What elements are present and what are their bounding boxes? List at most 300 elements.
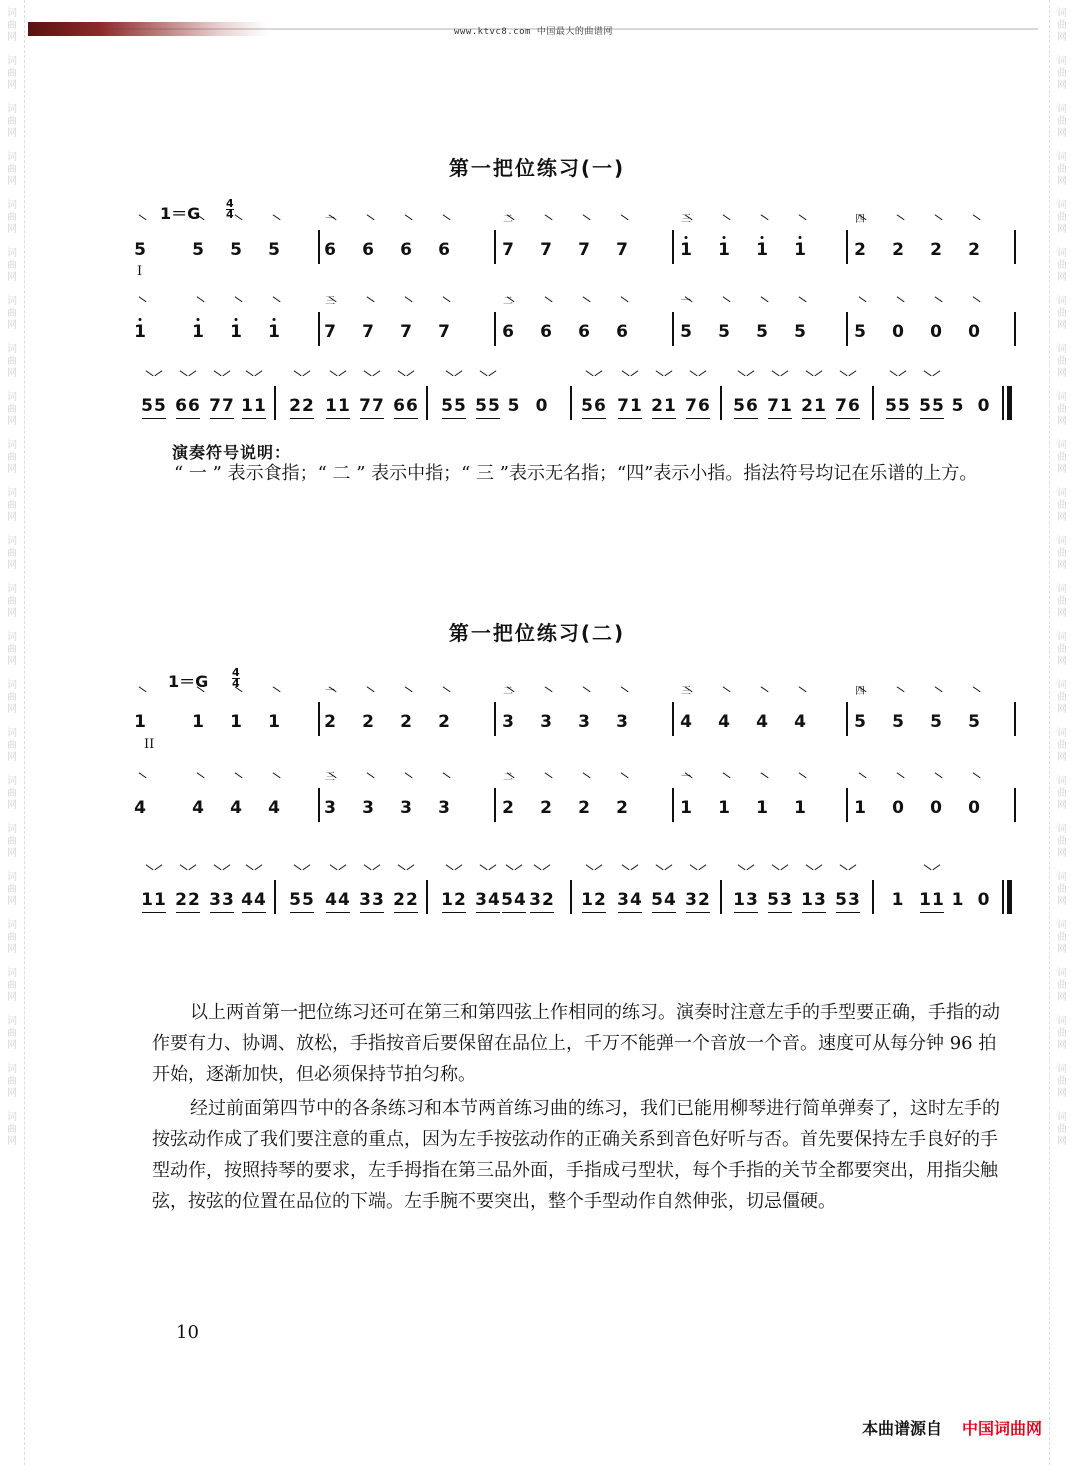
- watermark-text: 词 曲 网: [1057, 488, 1067, 523]
- bowing-mark: [684, 370, 697, 383]
- score-note-group: 66: [393, 396, 419, 416]
- bar-line: [1014, 230, 1016, 264]
- score-row: [134, 684, 1014, 744]
- bowing-mark: [814, 864, 827, 877]
- footer-site-name: 中国词曲网: [961, 1419, 1042, 1438]
- bowing-mark: [372, 864, 385, 877]
- score-row: [134, 368, 1014, 428]
- bowing-mark: [717, 772, 730, 785]
- score-note: 2: [502, 798, 514, 818]
- finger-mark: 三: [325, 296, 335, 307]
- bowing-mark: [848, 864, 861, 877]
- score-note: 5: [892, 712, 904, 732]
- bowing-mark: [358, 370, 371, 383]
- score-note-group: 56: [733, 396, 759, 416]
- bowing-mark: [698, 370, 711, 383]
- bowing-mark: [793, 214, 806, 227]
- score-note-group: 55: [289, 890, 315, 910]
- score-note: 1: [718, 798, 730, 818]
- beam-line: [768, 418, 792, 420]
- bowing-mark: [358, 864, 371, 877]
- watermark-text: 词 曲 网: [1057, 776, 1067, 811]
- final-bar-thick: [1007, 880, 1012, 914]
- score-note-group: 44: [241, 890, 267, 910]
- score-note: 5: [854, 322, 866, 342]
- beam-line: [476, 912, 500, 914]
- score-note-group: 56: [581, 396, 607, 416]
- bowing-mark: [399, 296, 412, 309]
- score-note: 2: [438, 712, 450, 732]
- watermark-text: 词 曲 网: [7, 584, 17, 619]
- finger-mark: 二: [503, 772, 513, 783]
- watermark-text: 词 曲 网: [7, 296, 17, 331]
- score-note: 4: [230, 798, 242, 818]
- bowing-mark: [191, 296, 204, 309]
- bowing-mark: [664, 370, 677, 383]
- bowing-mark: [746, 370, 759, 383]
- bowing-mark: [932, 864, 945, 877]
- bowing-mark: [254, 370, 267, 383]
- score-note: 1: [794, 240, 806, 260]
- score-note-group: 12: [581, 890, 607, 910]
- score-note: 4: [680, 712, 692, 732]
- bowing-mark: [732, 370, 745, 383]
- bowing-mark: [967, 214, 980, 227]
- bowing-mark: [454, 864, 467, 877]
- final-bar-thin: [1002, 386, 1004, 420]
- bar-line: [494, 312, 496, 346]
- bowing-mark: [188, 370, 201, 383]
- watermark-text: 词 曲 网: [7, 56, 17, 91]
- bowing-mark: [133, 214, 146, 227]
- bowing-mark: [630, 864, 643, 877]
- score-note-group: 1: [951, 890, 965, 910]
- score-note-group: 53: [835, 890, 861, 910]
- bar-line: [426, 386, 428, 420]
- score-note-group: 0: [977, 890, 991, 910]
- bowing-mark: [616, 864, 629, 877]
- bowing-mark: [967, 686, 980, 699]
- bar-line: [672, 312, 674, 346]
- bowing-mark: [616, 370, 629, 383]
- bowing-mark: [229, 296, 242, 309]
- bowing-mark: [755, 214, 768, 227]
- octave-dot: [685, 236, 688, 239]
- score-note: 4: [756, 712, 768, 732]
- watermark-text: 词 曲 网: [7, 968, 17, 1003]
- right-watermark-strip: [1049, 0, 1074, 1465]
- bowing-mark: [766, 370, 779, 383]
- bowing-mark: [406, 864, 419, 877]
- beam-line: [326, 418, 350, 420]
- score-note: 1: [756, 240, 768, 260]
- bowing-mark: [437, 772, 450, 785]
- bowing-mark: [717, 214, 730, 227]
- beam-line: [652, 912, 676, 914]
- beam-line: [360, 418, 384, 420]
- bowing-mark: [615, 214, 628, 227]
- score-note-group: 55: [475, 396, 501, 416]
- score-note-group: 11: [325, 396, 351, 416]
- watermark-text: 词 曲 网: [1057, 1016, 1067, 1051]
- beam-line: [582, 912, 606, 914]
- bar-line: [494, 230, 496, 264]
- score-note: 5: [192, 240, 204, 260]
- bowing-mark: [539, 772, 552, 785]
- score-note-group: 22: [289, 396, 315, 416]
- score-note: 4: [134, 798, 146, 818]
- bowing-mark: [755, 772, 768, 785]
- bowing-mark: [399, 686, 412, 699]
- watermark-text: 词 曲 网: [1057, 296, 1067, 331]
- score-note: 2: [968, 240, 980, 260]
- bowing-mark: [929, 772, 942, 785]
- score-note-group: 13: [733, 890, 759, 910]
- beam-line: [242, 912, 266, 914]
- score-note-group: 5: [507, 396, 521, 416]
- score-note-group: 13: [801, 890, 827, 910]
- score-note: 1: [134, 322, 146, 342]
- bowing-mark: [437, 686, 450, 699]
- bowing-mark: [800, 864, 813, 877]
- beam-line: [176, 912, 200, 914]
- finger-mark: 一: [681, 296, 691, 307]
- beam-line: [686, 418, 710, 420]
- watermark-text: 词 曲 网: [1057, 968, 1067, 1003]
- beam-line: [886, 418, 910, 420]
- score-note-group: 71: [617, 396, 643, 416]
- beam-line: [920, 912, 944, 914]
- bowing-mark: [372, 370, 385, 383]
- bowing-mark: [361, 296, 374, 309]
- score-note: 6: [324, 240, 336, 260]
- bowing-mark: [891, 296, 904, 309]
- beam-line: [142, 418, 166, 420]
- bar-line: [720, 880, 722, 914]
- score-note: 3: [400, 798, 412, 818]
- score-note: 1: [268, 322, 280, 342]
- bowing-mark: [834, 370, 847, 383]
- beam-line: [734, 912, 758, 914]
- bowing-mark: [437, 296, 450, 309]
- beam-line: [502, 912, 526, 914]
- watermark-text: 词 曲 网: [1057, 344, 1067, 379]
- bowing-mark: [361, 772, 374, 785]
- score-note-group: 33: [209, 890, 235, 910]
- beam-line: [326, 912, 350, 914]
- key-signature-2: 1＝G: [168, 672, 209, 691]
- bowing-mark: [800, 370, 813, 383]
- score-note: 5: [794, 322, 806, 342]
- bowing-mark: [140, 370, 153, 383]
- bowing-mark: [539, 296, 552, 309]
- score-note: 1: [192, 712, 204, 732]
- bowing-mark: [229, 772, 242, 785]
- bowing-mark: [732, 864, 745, 877]
- finger-mark: 一: [681, 772, 691, 783]
- bowing-mark: [140, 864, 153, 877]
- bowing-mark: [717, 296, 730, 309]
- bowing-mark: [361, 686, 374, 699]
- bowing-mark: [853, 772, 866, 785]
- bar-line: [1014, 702, 1016, 736]
- score-note: 5: [230, 240, 242, 260]
- score-note: 0: [930, 798, 942, 818]
- bowing-mark: [154, 370, 167, 383]
- watermark-text: 词 曲 网: [1057, 56, 1067, 91]
- watermark-text: 词 曲 网: [1057, 1064, 1067, 1099]
- beam-line: [802, 418, 826, 420]
- bowing-mark: [338, 864, 351, 877]
- bowing-mark: [208, 370, 221, 383]
- watermark-text: 词 曲 网: [1057, 632, 1067, 667]
- bowing-mark: [929, 296, 942, 309]
- bowing-mark: [755, 296, 768, 309]
- score-note: 0: [892, 322, 904, 342]
- beam-line: [176, 418, 200, 420]
- bowing-mark: [154, 864, 167, 877]
- bowing-mark: [891, 686, 904, 699]
- score-note-group: 32: [529, 890, 555, 910]
- score-row: [134, 212, 1014, 272]
- score-note: 0: [968, 798, 980, 818]
- watermark-text: 词 曲 网: [1057, 728, 1067, 763]
- score-note: 6: [540, 322, 552, 342]
- score-note: 2: [616, 798, 628, 818]
- bowing-mark: [539, 214, 552, 227]
- bar-line: [846, 702, 848, 736]
- bowing-mark: [188, 864, 201, 877]
- bar-line: [846, 312, 848, 346]
- bowing-mark: [539, 686, 552, 699]
- bowing-mark: [240, 864, 253, 877]
- score-note: 0: [892, 798, 904, 818]
- final-bar-thin: [1002, 880, 1004, 914]
- bowing-mark: [174, 370, 187, 383]
- bowing-mark: [766, 864, 779, 877]
- score-note: 7: [324, 322, 336, 342]
- score-note: 4: [192, 798, 204, 818]
- score-note: 2: [540, 798, 552, 818]
- score-note: 5: [854, 712, 866, 732]
- bowing-mark: [967, 772, 980, 785]
- bowing-mark: [615, 772, 628, 785]
- score-note: 5: [968, 712, 980, 732]
- bowing-mark: [594, 370, 607, 383]
- watermark-text: 词 曲 网: [7, 824, 17, 859]
- finger-mark: 三: [681, 686, 691, 697]
- bowing-mark: [853, 296, 866, 309]
- beam-line: [210, 912, 234, 914]
- bar-line: [494, 788, 496, 822]
- score-note: 7: [616, 240, 628, 260]
- octave-dot: [723, 236, 726, 239]
- bowing-mark: [793, 772, 806, 785]
- watermark-text: 词 曲 网: [1057, 536, 1067, 571]
- score-note: 3: [362, 798, 374, 818]
- beam-line: [142, 912, 166, 914]
- bowing-mark: [399, 772, 412, 785]
- score-note: 1: [756, 798, 768, 818]
- bowing-mark: [580, 864, 593, 877]
- watermark-text: 词 曲 网: [7, 920, 17, 955]
- watermark-text: 词 曲 网: [1057, 920, 1067, 955]
- score-note-group: 44: [325, 890, 351, 910]
- beam-line: [652, 418, 676, 420]
- bowing-mark: [392, 864, 405, 877]
- score-note: 3: [616, 712, 628, 732]
- score-note: 2: [400, 712, 412, 732]
- watermark-text: 词 曲 网: [7, 200, 17, 235]
- watermark-text: 词 曲 网: [7, 1112, 17, 1147]
- bowing-mark: [780, 370, 793, 383]
- bowing-mark: [191, 772, 204, 785]
- watermark-text: 词 曲 网: [7, 152, 17, 187]
- bowing-mark: [133, 772, 146, 785]
- watermark-text: 词 曲 网: [7, 632, 17, 667]
- bar-line: [872, 880, 874, 914]
- beam-line: [768, 912, 792, 914]
- bowing-mark: [288, 370, 301, 383]
- score-note: 1: [268, 712, 280, 732]
- bowing-mark: [891, 772, 904, 785]
- bowing-mark: [615, 296, 628, 309]
- watermark-text: 词 曲 网: [7, 344, 17, 379]
- bowing-mark: [650, 370, 663, 383]
- bowing-mark: [208, 864, 221, 877]
- bowing-mark: [918, 864, 931, 877]
- final-bar-thick: [1007, 386, 1012, 420]
- score-note-group: 55: [441, 396, 467, 416]
- bar-line: [672, 702, 674, 736]
- beam-line: [686, 912, 710, 914]
- bowing-mark: [814, 370, 827, 383]
- bowing-mark: [399, 214, 412, 227]
- score-note: 6: [578, 322, 590, 342]
- bar-line: [494, 702, 496, 736]
- beam-line: [442, 912, 466, 914]
- score-note: 6: [502, 322, 514, 342]
- score-note: 7: [578, 240, 590, 260]
- bowing-mark: [698, 864, 711, 877]
- score-note: 7: [438, 322, 450, 342]
- legend-text: “ 一 ” 表示食指；“ 二 ” 表示中指；“ 三 ”表示无名指；“四”表示小指。指法符号均记在乐谱的上方。: [174, 463, 978, 484]
- bar-line: [426, 880, 428, 914]
- bar-line: [672, 788, 674, 822]
- watermark-text: 词 曲 网: [7, 1064, 17, 1099]
- body-paragraph-2: 经过前面第四节中的各条练习和本节两首练习曲的练习，我们已能用柳琴进行简单弹奏了，这时左手的按弦动作成了我们要注意的重点，因为左手按弦动作的正确关系到音色好听与否。首先要保持左手良好的手型动作，按照持琴的要求，左手拇指在第三品外面，手指成弓型状，每个手指的关节全都要突出，用指尖触弦，按弦的位置在品位的下端。左手腕不要突出，整个手型动作自然伸张，切忌僵硬。: [152, 1098, 1000, 1212]
- finger-mark: 一: [325, 214, 335, 225]
- beam-line: [290, 418, 314, 420]
- score-note: 0: [930, 322, 942, 342]
- watermark-text: 词 曲 网: [7, 1016, 17, 1051]
- bowing-mark: [514, 864, 527, 877]
- finger-mark: 四: [855, 686, 865, 697]
- beam-line: [530, 912, 554, 914]
- score-note: 3: [324, 798, 336, 818]
- bowing-mark: [324, 370, 337, 383]
- bowing-mark: [580, 370, 593, 383]
- bar-line: [846, 788, 848, 822]
- score-note-group: 77: [359, 396, 385, 416]
- bowing-mark: [528, 864, 541, 877]
- bowing-mark: [324, 864, 337, 877]
- watermark-text: 词 曲 网: [1057, 680, 1067, 715]
- watermark-text: 词 曲 网: [1057, 584, 1067, 619]
- score-note: 6: [438, 240, 450, 260]
- octave-dot: [235, 318, 238, 321]
- bowing-mark: [267, 214, 280, 227]
- score-note-group: 12: [441, 890, 467, 910]
- finger-mark: 三: [325, 772, 335, 783]
- watermark-text: 词 曲 网: [1057, 248, 1067, 283]
- finger-mark: 三: [681, 214, 691, 225]
- score-note-group: 55: [141, 396, 167, 416]
- bowing-mark: [717, 686, 730, 699]
- score-note-group: 34: [617, 890, 643, 910]
- score-note-group: 0: [535, 396, 549, 416]
- bar-line: [570, 386, 572, 420]
- octave-dot: [761, 236, 764, 239]
- score-note-group: 71: [767, 396, 793, 416]
- bowing-mark: [898, 370, 911, 383]
- watermark-text: 词 曲 网: [7, 872, 17, 907]
- bowing-mark: [133, 686, 146, 699]
- bowing-mark: [594, 864, 607, 877]
- score-note: 0: [968, 322, 980, 342]
- bowing-mark: [474, 864, 487, 877]
- bowing-mark: [406, 370, 419, 383]
- bowing-mark: [437, 214, 450, 227]
- bowing-mark: [191, 214, 204, 227]
- bar-line: [720, 386, 722, 420]
- bowing-mark: [500, 864, 513, 877]
- watermark-text: 词 曲 网: [7, 536, 17, 571]
- score-note: 2: [362, 712, 374, 732]
- finger-mark: 一: [325, 686, 335, 697]
- watermark-text: 词 曲 网: [1057, 392, 1067, 427]
- score-note-group: 76: [685, 396, 711, 416]
- octave-dot: [139, 318, 142, 321]
- bowing-mark: [929, 686, 942, 699]
- score-note-group: 34: [475, 890, 501, 910]
- watermark-text: 词 曲 网: [7, 728, 17, 763]
- beam-line: [618, 912, 642, 914]
- beam-line: [836, 418, 860, 420]
- beam-line: [802, 912, 826, 914]
- score-note: 4: [268, 798, 280, 818]
- string-marker: I: [137, 264, 143, 279]
- beam-line: [242, 418, 266, 420]
- score-note: 3: [502, 712, 514, 732]
- string-marker: II: [144, 737, 155, 752]
- score-note-group: 53: [767, 890, 793, 910]
- score-note: 1: [718, 240, 730, 260]
- footer-source: [862, 1416, 1042, 1439]
- score-note-group: 21: [801, 396, 827, 416]
- finger-mark: 二: [503, 686, 513, 697]
- bowing-mark: [338, 370, 351, 383]
- bowing-mark: [361, 214, 374, 227]
- beam-line: [618, 418, 642, 420]
- bowing-mark: [577, 296, 590, 309]
- bowing-mark: [133, 296, 146, 309]
- score-note: 4: [794, 712, 806, 732]
- score-note: 5: [718, 322, 730, 342]
- watermark-text: 词 曲 网: [1057, 8, 1067, 43]
- bowing-mark: [793, 296, 806, 309]
- time-signature-2: 4 4: [232, 666, 240, 690]
